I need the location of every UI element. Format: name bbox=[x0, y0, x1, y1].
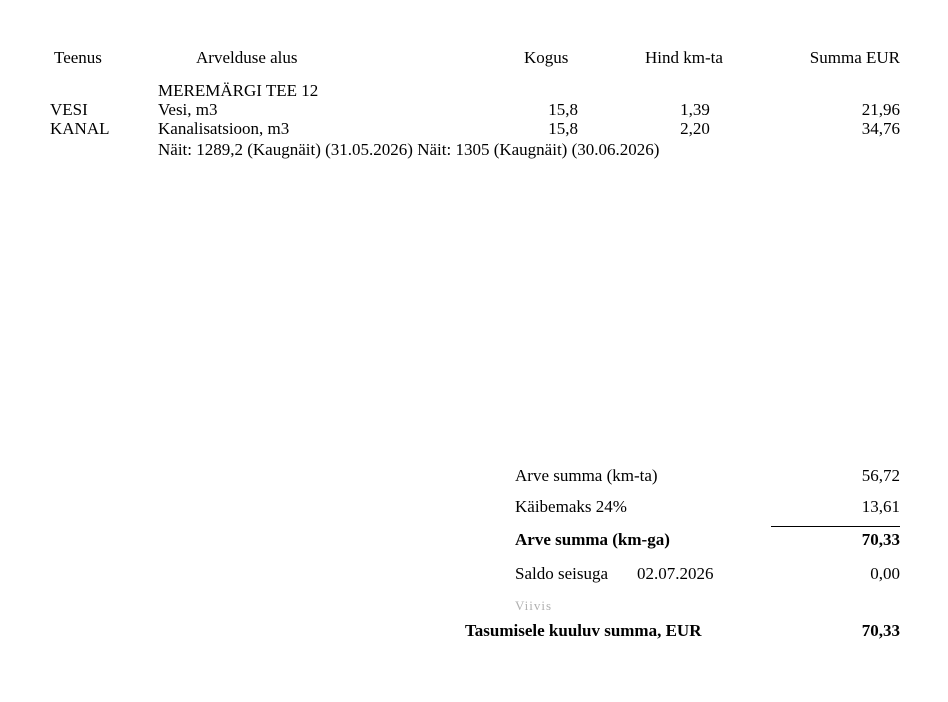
header-service: Teenus bbox=[54, 48, 102, 67]
gross-total-label: Arve summa (km-ga) bbox=[515, 530, 670, 549]
row-1-quantity: 15,8 bbox=[548, 100, 578, 119]
balance-label: Saldo seisuga bbox=[515, 564, 609, 583]
row-1-service: VESI bbox=[50, 100, 88, 119]
header-price: Hind km-ta bbox=[645, 48, 723, 67]
net-total-value: 56,72 bbox=[861, 466, 900, 485]
meter-reading-note: Näit: 1289,2 (Kaugnäit) (31.05.2026) Näit: 1305 (Kaugnäit) (30.06.2026) bbox=[158, 140, 660, 159]
gross-total-value: 70,33 bbox=[861, 530, 900, 549]
payable-label: Tasumisele kuuluv summa, EUR bbox=[465, 621, 702, 640]
balance-value: 0,00 bbox=[870, 564, 900, 583]
row-1-sum: 21,96 bbox=[861, 100, 900, 119]
payable-value: 70,33 bbox=[861, 621, 900, 640]
vat-label: Käibemaks 24% bbox=[515, 497, 627, 516]
header-basis: Arvelduse alus bbox=[196, 48, 298, 67]
row-1-price: 1,39 bbox=[680, 100, 710, 119]
row-2-price: 2,20 bbox=[680, 119, 710, 138]
faint-label: Viivis bbox=[515, 598, 553, 613]
vat-value: 13,61 bbox=[861, 497, 900, 516]
net-total-label: Arve summa (km-ta) bbox=[515, 466, 658, 485]
total-divider bbox=[771, 526, 900, 527]
row-2-sum: 34,76 bbox=[861, 119, 900, 138]
property-address: MEREMÄRGI TEE 12 bbox=[158, 81, 319, 100]
row-2-basis: Kanalisatsioon, m3 bbox=[158, 119, 290, 138]
header-sum: Summa EUR bbox=[809, 48, 900, 67]
row-1-basis: Vesi, m3 bbox=[158, 100, 218, 119]
balance-date: 02.07.2026 bbox=[637, 564, 714, 583]
row-2-service: KANAL bbox=[50, 119, 110, 138]
row-2-quantity: 15,8 bbox=[548, 119, 578, 138]
header-quantity: Kogus bbox=[524, 48, 569, 67]
